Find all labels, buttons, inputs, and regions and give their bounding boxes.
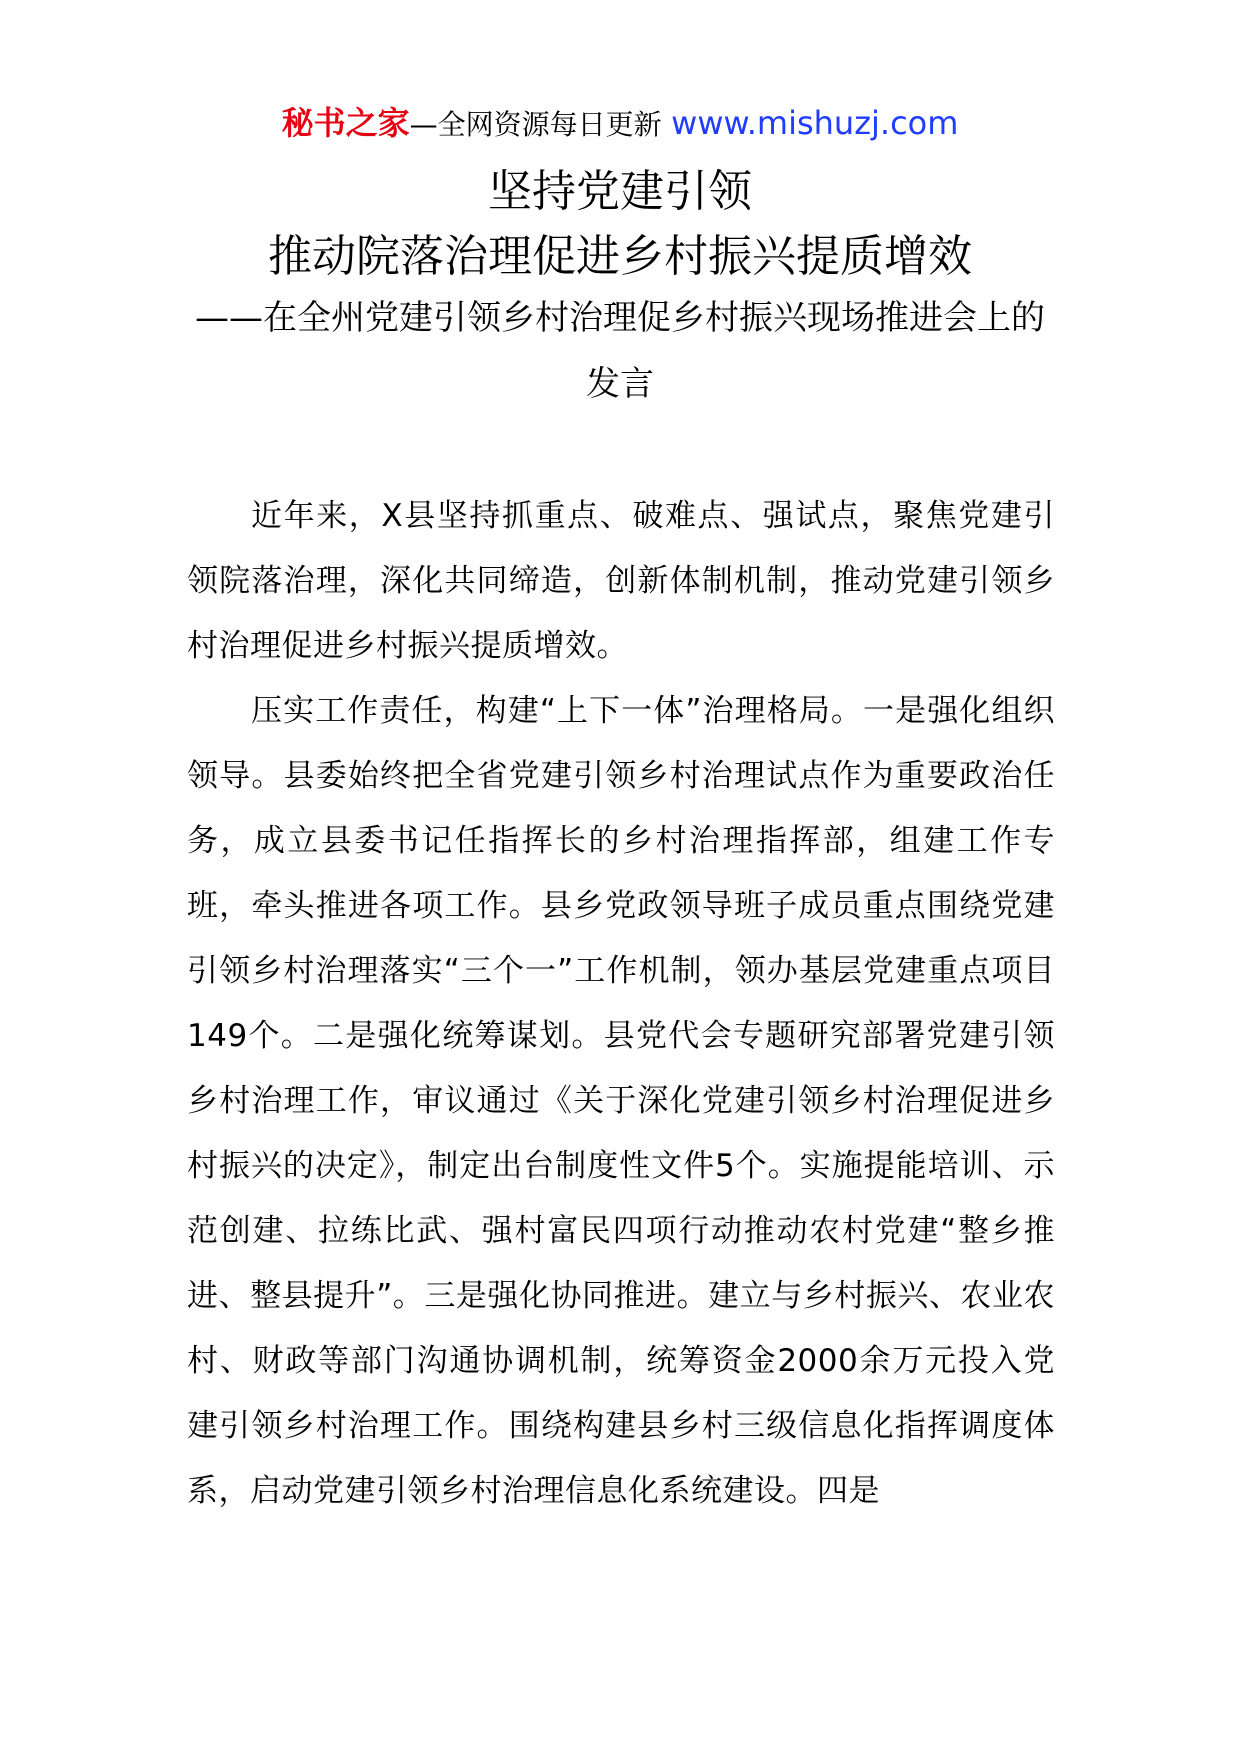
site-url-link[interactable]: www.mishuzj.com <box>671 104 959 142</box>
body-paragraph-intro: 近年来，X县坚持抓重点、破难点、强试点，聚焦党建引领院落治理，深化共同缔造，创新体制机制，推动党建引领乡村治理促进乡村振兴提质增效。 <box>187 498 1055 664</box>
document-title-line-2: 推动院落治理促进乡村振兴提质增效 <box>268 231 972 282</box>
body-paragraph-responsibility: 压实工作责任，构建“上下一体”治理格局。一是强化组织领导。县委始终把全省党建引领乡村治理试点作为重要政治任务，成立县委书记任指挥长的乡村治理指挥部，组建工作专班，牵头推进各项工作。县乡党政领导班子成员重点围绕党建引领乡村治理落实“三个一”工作机制，领办基层党建重点项目149个。二是强化统筹谋划。县党代会专题研究部署党建引领乡村治理工作，审议通过《关于深化党建引领乡村治理促进乡村振兴的决定》，制定出台制度性文件5个。实施提能培训、示范创建、拉练比武、强村富民四项行动推动农村党建“整乡推进、整县提升”。三是强化协同推进。建立与乡村振兴、农业农村、财政等部门沟通协调机制，统筹资金2000余万元投入党建引领乡村治理工作。围绕构建县乡村三级信息化指挥调度体系，启动党建引领乡村治理信息化系统建设。四是 <box>187 693 1055 1509</box>
document-subtitle-line-1: ——在全州党建引领乡村治理促乡村振兴现场推进会上的 <box>195 298 1045 338</box>
document-body <box>187 484 1055 1524</box>
document-title-line-1: 坚持党建引领 <box>488 166 752 217</box>
header-slogan: —全网资源每日更新 <box>409 108 662 141</box>
site-header <box>0 100 1240 148</box>
brand-name: 秘书之家 <box>281 104 410 142</box>
document-subtitle-line-2: 发言 <box>586 364 654 404</box>
